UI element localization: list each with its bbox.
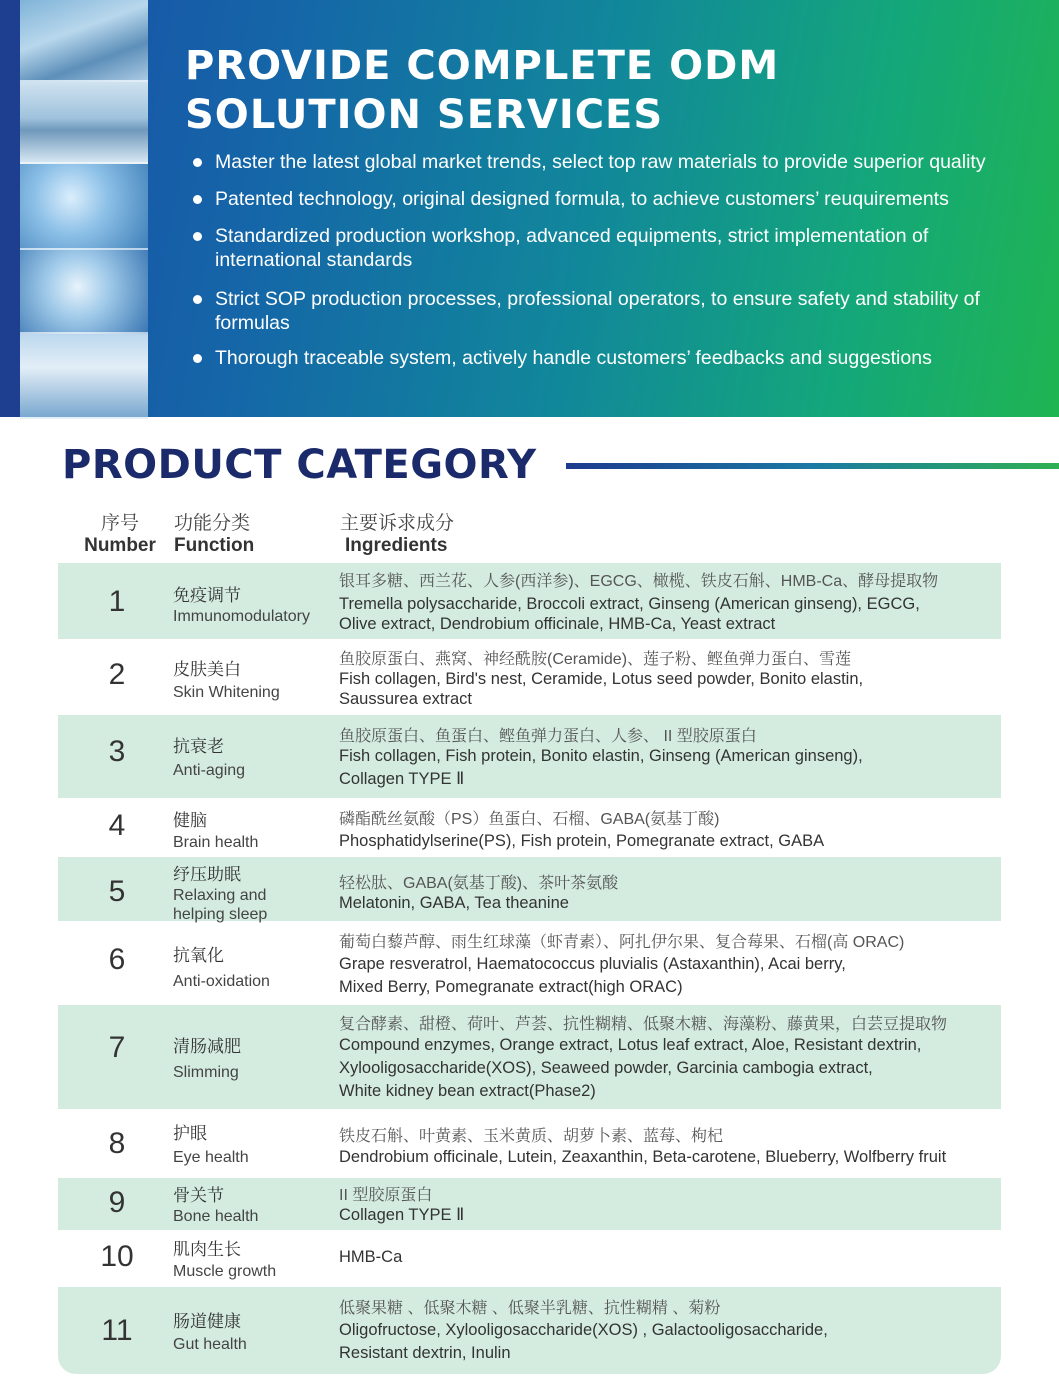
table-row [58, 800, 1001, 855]
header-ingredients [340, 508, 454, 557]
factory-photo-workshop [20, 82, 148, 164]
ingredients-en [339, 1034, 921, 1103]
row-number: 1 [108, 585, 126, 618]
table-row [58, 641, 1001, 713]
ingredients-zh: 葡萄白藜芦醇、雨生红球藻（虾青素）、阿扎伊尔果、复合莓果、石榴(高 ORAC) [339, 934, 905, 951]
table-row [58, 923, 1001, 1003]
ingredients-en-line: White kidney bean extract(Phase2) [339, 1082, 596, 1100]
ingredients-en-line: Resistant dextrin, Inulin [339, 1344, 511, 1362]
function-en: Anti-aging [173, 762, 246, 779]
ingredients-en-line: Xylooligosaccharide(XOS), Seaweed powder, Garcinia cambogia extract, [339, 1059, 873, 1077]
product-category-title: PRODUCT CATEGORY [62, 442, 537, 488]
table-row [58, 1178, 1001, 1230]
factory-photo-tanks [20, 0, 148, 82]
ingredients-en-line: Oligofructose, Xylooligosaccharide(XOS) , Galactooligosaccharide, [339, 1321, 828, 1339]
table-row [58, 857, 1001, 921]
function-zh: 护眼 [173, 1124, 207, 1143]
function-zh: 健脑 [173, 811, 207, 830]
header-function-en: Function [174, 535, 255, 556]
row-number: 11 [101, 1314, 133, 1347]
ingredients-en [339, 1319, 828, 1365]
ingredients-en-line: Fish collagen, Bird's nest, Ceramide, Lotus seed powder, Bonito elastin, [339, 670, 864, 688]
service-bullet: Master the latest global market trends, select top raw materials to provide superior quality [191, 150, 986, 174]
function-zh: 皮肤美白 [173, 660, 241, 679]
function-zh: 纾压助眠 [173, 865, 241, 884]
service-bullet: Strict SOP production processes, professional operators, to ensure safety and stability of formulas [191, 287, 1035, 335]
header-ingredients-zh: 主要诉求成分 [340, 513, 455, 534]
row-number: 7 [108, 1031, 126, 1064]
function-zh: 骨关节 [173, 1186, 224, 1205]
function-en: Anti-oxidation [173, 973, 270, 990]
row-number: 10 [100, 1240, 134, 1273]
table-row [58, 1287, 1001, 1374]
function-zh: 免疫调节 [173, 586, 241, 605]
factory-photo-lab-sample [20, 334, 148, 419]
odm-banner [0, 0, 1059, 417]
ingredients-en [339, 830, 824, 853]
factory-photo-strip [0, 0, 148, 417]
service-bullet: Thorough traceable system, actively handle customers’ feedbacks and suggestions [191, 346, 932, 370]
photo-strip-edge [0, 0, 20, 417]
header-function-zh: 功能分类 [174, 513, 251, 534]
header-number-en: Number [84, 535, 156, 556]
ingredients-en-line: Tremella polysaccharide, Broccoli extract, Ginseng (American ginseng), EGCG, [339, 595, 920, 613]
row-number: 2 [108, 658, 126, 691]
ingredients-en [339, 1146, 946, 1169]
function-en: Bone health [173, 1208, 259, 1225]
factory-photo-operator [20, 164, 148, 250]
header-number [80, 508, 160, 557]
ingredients-en [339, 1204, 464, 1227]
ingredients-zh: 银耳多糖、西兰花、人参(西洋参)、EGCG、橄榄、铁皮石斛、HMB-Ca、酵母提取物 [339, 573, 939, 590]
service-bullet: Patented technology, original designed formula, to achieve customers’ reuquirements [191, 187, 949, 211]
ingredients-en [339, 745, 863, 791]
ingredients-en-line: Fish collagen, Fish protein, Bonito elastin, Ginseng (American ginseng), [339, 747, 863, 765]
ingredients-en-line: Melatonin, GABA, Tea theanine [339, 894, 569, 912]
table-row [58, 1005, 1001, 1109]
table-row [58, 1111, 1001, 1176]
row-number: 5 [108, 875, 126, 908]
function-en: Eye health [173, 1149, 249, 1166]
function-zh: 抗衰老 [173, 737, 224, 756]
ingredients-en [339, 1246, 402, 1269]
ingredients-zh: 复合酵素、甜橙、荷叶、芦荟、抗性糊精、低聚木糖、海藻粉、藤黄果，白芸豆提取物 [339, 1016, 948, 1033]
table-row [58, 715, 1001, 798]
function-en: Muscle growth [173, 1263, 277, 1280]
ingredients-en-line: Dendrobium officinale, Lutein, Zeaxanthin, Beta-carotene, Blueberry, Wolfberry fruit [339, 1148, 947, 1166]
function-en: Skin Whitening [173, 684, 280, 701]
ingredients-zh: 鱼胶原蛋白、鱼蛋白、鲣鱼弹力蛋白、人参、 II 型胶原蛋白 [339, 728, 757, 745]
function-zh: 肠道健康 [173, 1312, 241, 1331]
ingredients-en [339, 593, 920, 636]
ingredients-en-line: Phosphatidylserine(PS), Fish protein, Pomegranate extract, GABA [339, 832, 825, 850]
header-number-zh: 序号 [100, 513, 139, 534]
row-number: 6 [108, 943, 126, 976]
function-en: Immunomodulatory [173, 608, 310, 625]
banner-title-line-1: PROVIDE COMPLETE ODM [185, 43, 780, 89]
row-number: 9 [108, 1186, 126, 1219]
function-en: Slimming [173, 1064, 239, 1081]
ingredients-zh: 鱼胶原蛋白、燕窝、神经酰胺(Ceramide)、莲子粉、鲣鱼弹力蛋白、雪莲 [339, 651, 852, 668]
title-divider-line [566, 463, 1059, 469]
table-row [58, 1232, 1001, 1285]
function-en: Brain health [173, 834, 259, 851]
ingredients-en-line: Mixed Berry, Pomegranate extract(high ORAC) [339, 978, 683, 996]
ingredients-en-line: Compound enzymes, Orange extract, Lotus leaf extract, Aloe, Resistant dextrin, [339, 1036, 922, 1054]
service-bullet: Standardized production workshop, advanced equipments, strict implementation of international standards [191, 224, 1035, 272]
ingredients-zh: 低聚果糖 、低聚木糖 、低聚半乳糖、抗性糊精 、菊粉 [339, 1300, 721, 1317]
header-ingredients-en: Ingredients [345, 535, 448, 556]
banner-title [185, 42, 885, 140]
row-number: 4 [108, 809, 126, 842]
function-en: Relaxing and helping sleep [173, 887, 268, 923]
ingredients-en-line: Saussurea extract [339, 690, 472, 708]
row-number: 3 [108, 735, 126, 768]
function-zh: 肌肉生长 [173, 1240, 241, 1259]
header-function [174, 508, 254, 557]
table-row [58, 563, 1001, 639]
ingredients-zh: 轻松肽、GABA(氨基丁酸)、茶叶茶氨酸 [339, 875, 619, 892]
ingredients-zh: 铁皮石斛、叶黄素、玉米黄质、胡萝卜素、蓝莓、枸杞 [339, 1128, 724, 1145]
ingredients-en-line: Olive extract, Dendrobium officinale, HMB-Ca, Yeast extract [339, 615, 776, 633]
ingredients-en-line: Grape resveratrol, Haematococcus pluvialis (Astaxanthin), Acai berry, [339, 955, 846, 973]
ingredients-en [339, 668, 863, 711]
function-en: Gut health [173, 1336, 247, 1353]
factory-photo-lab-worker [20, 250, 148, 334]
row-number: 8 [108, 1127, 126, 1160]
ingredients-en-line: Collagen TYPE Ⅱ [339, 1206, 465, 1224]
ingredients-en [339, 892, 569, 915]
ingredients-en-line: HMB-Ca [339, 1248, 403, 1266]
ingredients-en [339, 953, 846, 999]
ingredients-zh: II 型胶原蛋白 [339, 1187, 433, 1204]
banner-title-line-2: SOLUTION SERVICES [185, 92, 664, 138]
function-zh: 清肠减肥 [173, 1037, 241, 1056]
ingredients-en-line: Collagen TYPE Ⅱ [339, 770, 465, 788]
ingredients-zh: 磷酯酰丝氨酸（PS）鱼蛋白、石榴、GABA(氨基丁酸) [339, 811, 720, 828]
function-zh: 抗氧化 [173, 946, 224, 965]
